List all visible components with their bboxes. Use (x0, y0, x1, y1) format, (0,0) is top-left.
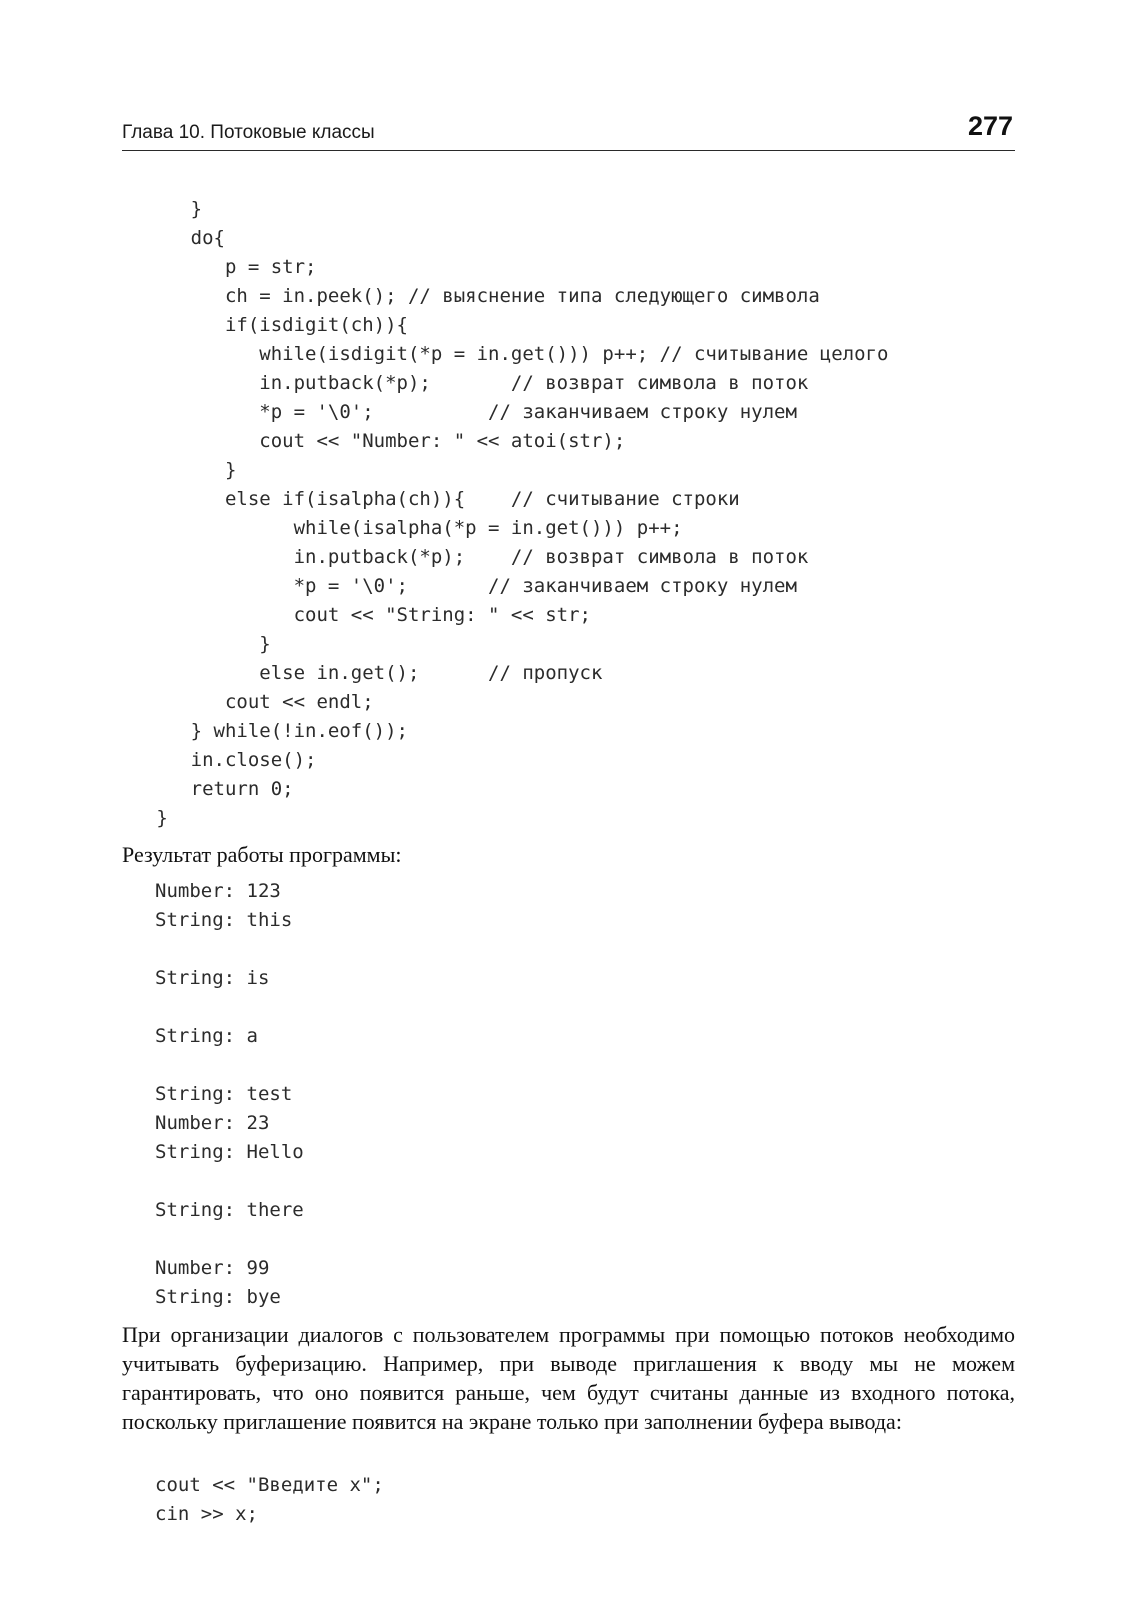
page-header (122, 108, 1015, 151)
code-line: String: bye (155, 1286, 281, 1308)
code-line: cout << endl; (122, 691, 374, 713)
running-head: Глава 10. Потоковые классы (122, 122, 375, 143)
code-line: in.close(); (122, 749, 317, 771)
program-output (155, 877, 304, 1312)
code-line: if(isdigit(ch)){ (122, 314, 408, 336)
code-line (155, 1051, 304, 1080)
code-line: while(isalpha(*p = in.get())) p++; (122, 517, 683, 539)
code-line: cin >> x; (155, 1503, 258, 1525)
code-line: Number: 23 (155, 1112, 270, 1134)
result-heading: Результат работы программы: (122, 842, 402, 867)
code-line: String: this (155, 909, 293, 931)
code-line: } (122, 198, 203, 220)
code-line: } while(!in.eof()); (122, 720, 408, 742)
code-line: return 0; (122, 778, 294, 800)
code-line: in.putback(*p); // возврат символа в поток (122, 546, 809, 568)
code-line: cout << "Введите x"; (155, 1474, 384, 1496)
code-line (155, 935, 304, 964)
code-line: p = str; (122, 256, 317, 278)
code-line: String: test (155, 1083, 293, 1105)
code-line: ch = in.peek(); // выяснение типа следующего символа (122, 285, 820, 307)
code-line: String: Hello (155, 1141, 304, 1163)
code-line: String: a (155, 1025, 258, 1047)
code-line: do{ (122, 227, 225, 249)
code-line (155, 993, 304, 1022)
code-line: else if(isalpha(ch)){ // считывание строки (122, 488, 740, 510)
body-paragraph: При организации диалогов с пользователем программы при помощью потоков необходимо учитывать буферизацию. Например, при выводе приглашения к вводу мы не можем гарантировать, что оно появится раньше, чем будут считаны данные из входного потока, поскольку приглашение появится на экране только при заполнении буфера вывода: (122, 1322, 1015, 1434)
code-line: String: is (155, 967, 270, 989)
code-line: String: there (155, 1199, 304, 1221)
code-line: Number: 99 (155, 1257, 270, 1279)
page-number: 277 (967, 111, 1013, 141)
prompt-code-snippet (155, 1471, 384, 1529)
code-line: Number: 123 (155, 880, 281, 902)
code-listing (122, 195, 888, 833)
code-line: cout << "String: " << str; (122, 604, 591, 626)
code-line: in.putback(*p); // возврат символа в поток (122, 372, 809, 394)
code-line: } (122, 459, 237, 481)
code-line: *p = '\0'; // заканчиваем строку нулем (122, 575, 797, 597)
code-line: while(isdigit(*p = in.get())) p++; // считывание целого (122, 343, 889, 365)
code-line (155, 1167, 304, 1196)
code-line (155, 1225, 304, 1254)
code-line: cout << "Number: " << atoi(str); (122, 430, 626, 452)
code-line: } (122, 807, 168, 829)
code-line: *p = '\0'; // заканчиваем строку нулем (122, 401, 797, 423)
code-line: else in.get(); // пропуск (122, 662, 603, 684)
code-line: } (122, 633, 271, 655)
